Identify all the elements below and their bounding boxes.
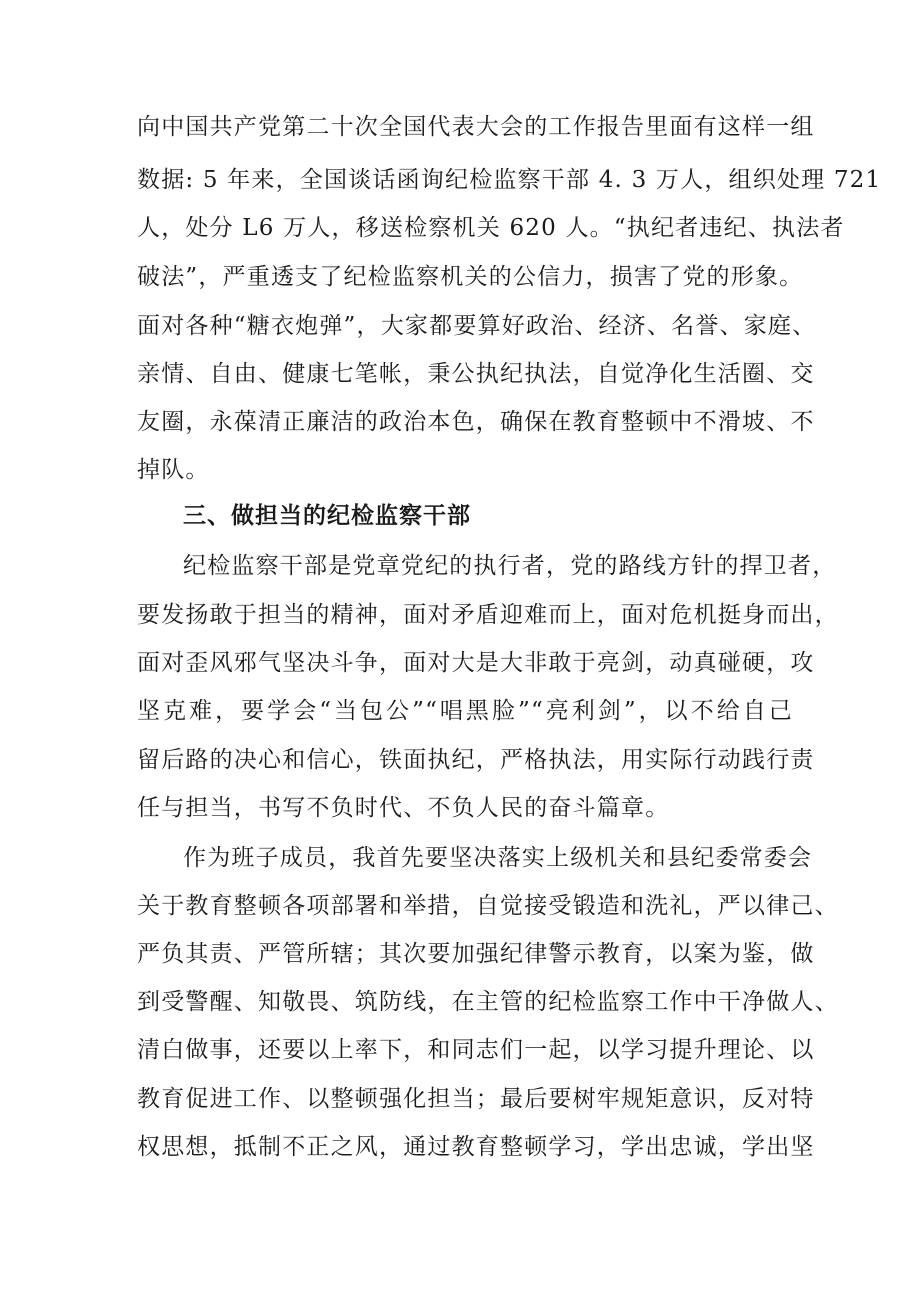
- paragraph-line: 纪检监察干部是党章党纪的执行者，党的路线方针的捍卫者，: [183, 553, 837, 579]
- paragraph-line: 权思想，抵制不正之风，通过教育整顿学习，学出忠诚，学出坚: [137, 1134, 815, 1160]
- section-heading: 三、做担当的纪检监察干部: [183, 503, 471, 529]
- paragraph-line: 要发扬敢于担当的精神，面对矛盾迎难而上，面对危机挺身而出，: [137, 602, 839, 628]
- paragraph-line: 清白做事，还要以上率下，和同志们一起，以学习提升理论、以: [137, 1037, 815, 1063]
- paragraph-line: 数据: 5 年来，全国谈话函询纪检监察干部 4. 3 万人，组织处理 721: [137, 167, 882, 193]
- paragraph-line: 面对歪风邪气坚决斗争，面对大是大非敢于亮剑，动真碰硬，攻: [137, 650, 815, 676]
- paragraph-line: 教育促进工作、以整顿强化担当；最后要树牢规矩意识，反对特: [137, 1086, 815, 1112]
- paragraph-line: 到受警醒、知敬畏、筑防线，在主管的纪检监察工作中干净做人、: [137, 989, 839, 1015]
- paragraph-line: 严负其责、严管所辖；其次要加强纪律警示教育，以案为鉴，做: [137, 941, 815, 967]
- paragraph-line: 关于教育整顿各项部署和举措，自觉接受锻造和洗礼，严以律己、: [137, 893, 839, 919]
- paragraph-line: 破法”，严重透支了纪检监察机关的公信力，损害了党的形象。: [137, 264, 804, 290]
- paragraph-line: 掉队。: [137, 457, 210, 483]
- paragraph-line: 人，处分 L6 万人，移送检察机关 620 人。“执纪者违纪、执法者: [137, 215, 845, 241]
- paragraph-line: 任与担当，书写不负时代、不负人民的奋斗篇章。: [137, 795, 670, 821]
- paragraph-line: 作为班子成员，我首先要坚决落实上级机关和县纪委常委会: [183, 845, 813, 871]
- paragraph-line: 向中国共产党第二十次全国代表大会的工作报告里面有这样一组: [137, 114, 815, 140]
- paragraph-line: 亲情、自由、健康七笔帐，秉公执纪执法，自觉净化生活圈、交: [137, 361, 815, 387]
- paragraph-line: 留后路的决心和信心，铁面执纪，严格执法，用实际行动践行责: [137, 747, 815, 773]
- paragraph-line: 坚克难，要学会“当包公”“唱黑脸”“亮利剑”，以不给自己: [137, 698, 793, 724]
- paragraph-line: 面对各种“糖衣炮弹”，大家都要算好政治、经济、名誉、家庭、: [137, 313, 817, 339]
- paragraph-line: 友圈，永葆清正廉洁的政治本色，确保在教育整顿中不滑坡、不: [137, 409, 815, 435]
